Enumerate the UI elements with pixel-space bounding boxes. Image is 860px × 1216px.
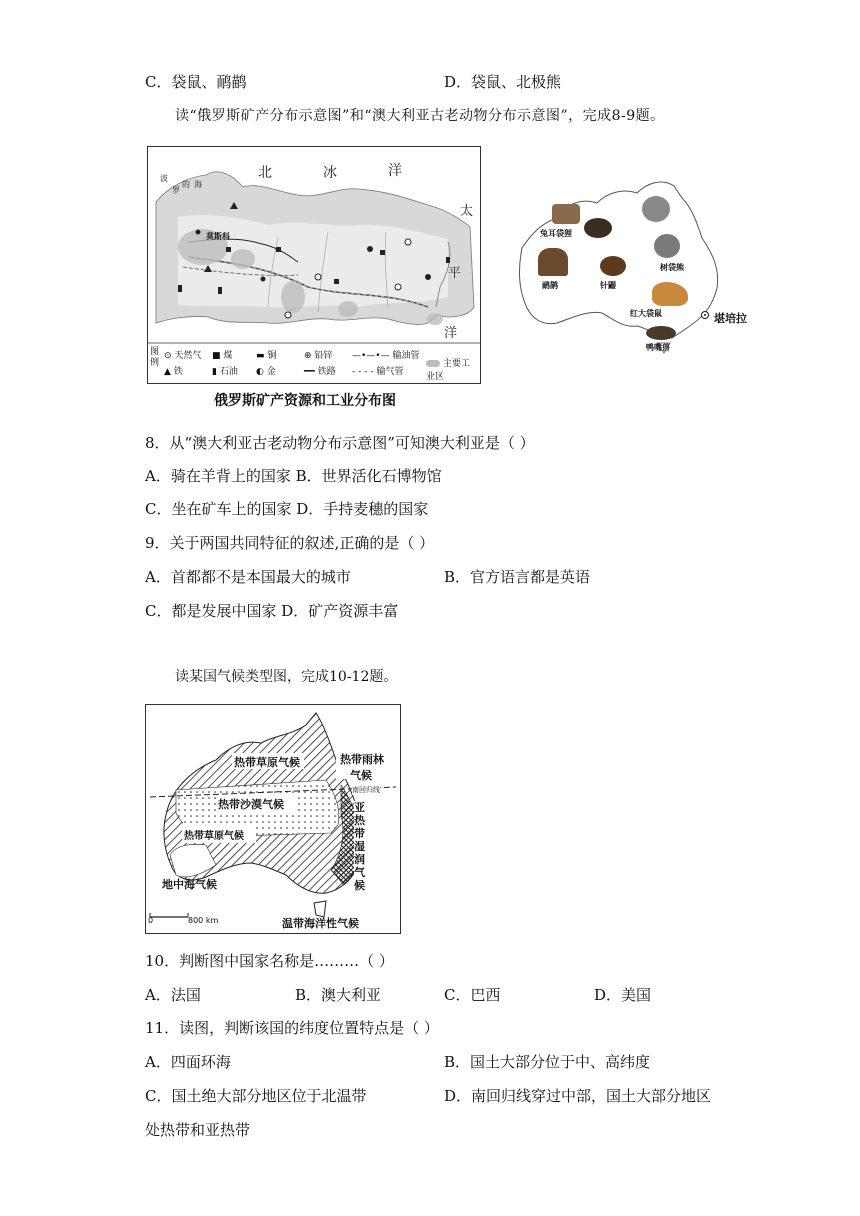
- legend-oil-pipe: 输油管: [392, 351, 420, 361]
- q8-stem: 8．从“澳大利亚古老动物分布示意图”可知澳大利亚是（ ）: [145, 434, 535, 452]
- canberra-label: 堪培拉: [714, 312, 747, 325]
- russia-label-ping: 平: [448, 266, 462, 281]
- q10-option-a: A．法国: [145, 986, 201, 1004]
- q11-option-d: D．南回归线穿过中部，国土大部分地区: [444, 1087, 712, 1105]
- climate-savanna-south: 热带草原气候: [184, 831, 244, 842]
- legend-leadzinc: 铅锌: [314, 351, 333, 361]
- koala-image-2: [654, 234, 680, 258]
- russia-label-baltic-2: 罗: [172, 186, 180, 195]
- climate-desert: 热带沙漠气候: [218, 798, 284, 811]
- scale-0: 0: [148, 916, 154, 925]
- q8-options-ab: A．骑在羊背上的国家 B．世界活化石博物馆: [145, 467, 442, 485]
- subtropical-char-2: 带: [354, 827, 365, 840]
- legend-coal: 煤: [223, 351, 233, 361]
- russia-label-ocean: 洋: [388, 163, 402, 179]
- climate-savanna-north: 热带草原气候: [234, 756, 300, 769]
- q9-stem: 9．关于两国共同特征的叙述,正确的是（ ）: [145, 534, 435, 552]
- q11-option-c: C．国土绝大部分地区位于北温带: [145, 1087, 367, 1105]
- subtropical-char-5: 气: [354, 866, 365, 879]
- q11-option-d-cont: 处热带和亚热带: [145, 1121, 251, 1139]
- russia-label-moscow: 莫斯科: [206, 232, 230, 241]
- legend-gold: 金: [266, 367, 276, 377]
- legend-gas: 天然气: [174, 351, 202, 361]
- intro-10-12: 读某国气候类型图，完成10-12题。: [175, 669, 398, 685]
- australia-animals-map: [512, 178, 762, 358]
- animal-label-4: 红大袋鼠: [630, 309, 662, 318]
- climate-subtropical: [354, 801, 368, 892]
- q9-option-a: A．首都都不是本国最大的城市: [145, 568, 351, 586]
- q9-option-b: B．官方语言都是英语: [444, 568, 591, 586]
- subtropical-char-4: 润: [354, 853, 365, 866]
- climate-oceanic: 温带海洋性气候: [282, 917, 359, 930]
- subtropical-char-1: 热: [354, 814, 365, 827]
- animal-label-1: 鸸鹋: [542, 281, 558, 290]
- koala-image-1: [642, 196, 670, 222]
- animal-label-2: 针鼹: [600, 281, 616, 290]
- subtropical-char-3: 湿: [354, 840, 365, 853]
- scale-800: 800 km: [188, 916, 219, 925]
- q11-stem: 11．读图，判断该国的纬度位置特点是（ ）: [145, 1019, 439, 1037]
- climate-rainforest-1: 热带雨林: [340, 753, 384, 766]
- q7-option-c: C．袋鼠、鸸鹋: [145, 73, 247, 91]
- animal-label-3: 树袋熊: [660, 263, 684, 272]
- q10-option-d: D．美国: [594, 986, 652, 1004]
- climate-map: [145, 704, 401, 934]
- wombat-image: [584, 218, 612, 238]
- legend-iron: 铁: [173, 367, 183, 377]
- q10-stem: 10．判断图中国家名称是………（ ）: [145, 952, 394, 970]
- russia-label-baltic-1: 波: [160, 174, 168, 183]
- legend-oil: 石油: [219, 367, 238, 377]
- legend-industry: 主要工业区: [426, 359, 470, 382]
- animal-label-0: 兔耳袋狸: [540, 229, 572, 238]
- q9-options-cd: C．都是发展中国家 D．矿产资源丰富: [145, 602, 399, 620]
- animal-label-5: 鸭嘴兽: [646, 343, 670, 352]
- russia-map-caption: 俄罗斯矿产资源和工业分布图: [214, 393, 396, 409]
- russia-label-north: 北: [258, 165, 272, 181]
- legend-rail: 铁路: [317, 367, 336, 377]
- intro-8-9: 读“俄罗斯矿产分布示意图”和“澳大利亚古老动物分布示意图”，完成8-9题。: [175, 108, 665, 124]
- climate-tropic: 南回归线: [352, 786, 380, 794]
- russia-label-yang: 洋: [444, 326, 458, 341]
- emu-image: [538, 248, 568, 276]
- legend-copper: 铜: [267, 351, 277, 361]
- climate-rainforest-2: 气候: [350, 769, 372, 782]
- russia-label-tai: 太: [460, 204, 474, 219]
- russia-label-baltic-4: 海: [194, 180, 202, 189]
- q11-option-b: B．国土大部分位于中、高纬度: [444, 1053, 651, 1071]
- subtropical-char-0: 亚: [354, 801, 365, 814]
- q10-option-b: B．澳大利亚: [295, 986, 382, 1004]
- echidna-image: [600, 256, 626, 276]
- legend-gas-pipe: 输气管: [376, 367, 404, 377]
- bilby-image: [552, 204, 580, 224]
- platypus-image: [646, 326, 676, 340]
- russia-label-ice: 冰: [323, 165, 337, 181]
- russia-map: [147, 146, 481, 384]
- q8-options-cd: C．坐在矿车上的国家 D．手持麦穗的国家: [145, 500, 429, 518]
- russia-legend: ⊙ 天然气 ■ 煤 ▬ 铜 ⊕ 铅锌 —•—•— 输油管 ▲ 铁 ▮ 石油 ◐ 金 ━━ 铁路 - - - - 输气管 主要工业区: [164, 351, 470, 382]
- q7-option-d: D．袋鼠、北极熊: [444, 73, 562, 91]
- subtropical-char-6: 候: [354, 879, 365, 892]
- russia-label-baltic-3: 的: [182, 180, 190, 189]
- legend-title: 图例: [150, 347, 160, 368]
- q10-option-c: C．巴西: [444, 986, 501, 1004]
- climate-mediterranean: 地中海气候: [162, 878, 217, 891]
- q11-option-a: A．四面环海: [145, 1053, 231, 1071]
